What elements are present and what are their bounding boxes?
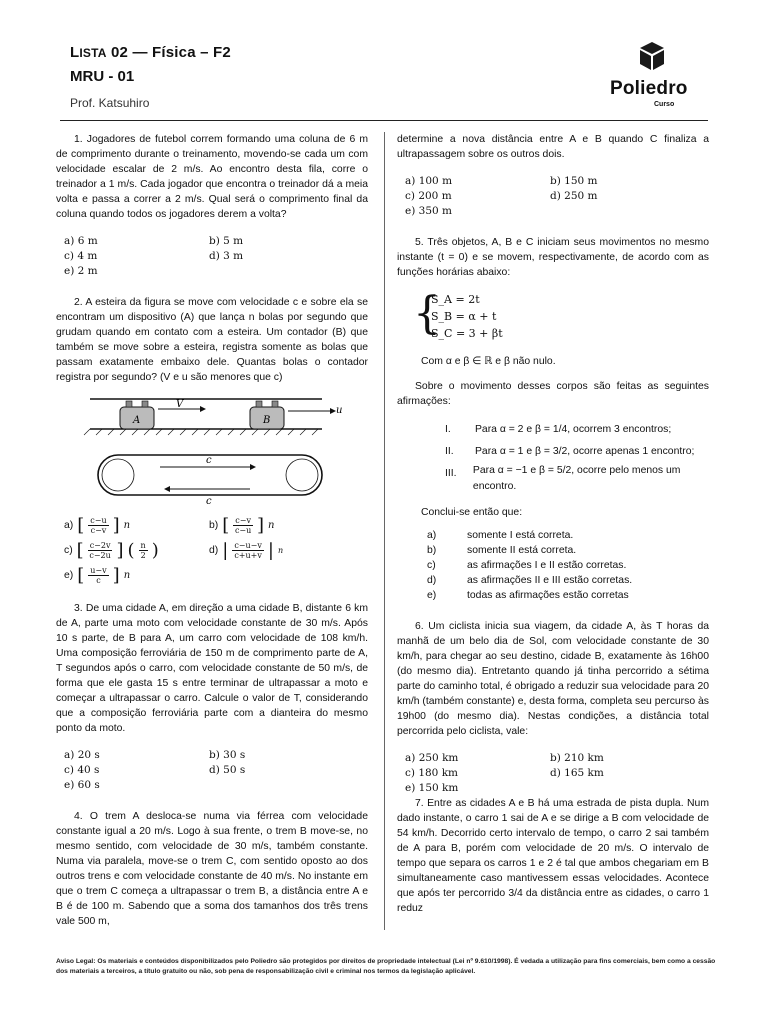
q6-option-a: a) 250 km <box>405 752 459 764</box>
logo-wordmark: Poliedro <box>610 78 688 99</box>
q4-option-c: c) 200 m <box>405 190 452 202</box>
q2-option-b: b) [ c−v c−u ] n <box>209 514 275 536</box>
equation-system: { S_A = 2t S_B = α + t S_C = 3 + βt <box>413 288 503 340</box>
question-5-text: 5. Três objetos, A, B e C iniciam seus movimentos no mesmo instante (t = 0) e se movem, respectivamente, de acordo com as funções horárias abaixo: <box>397 237 709 278</box>
question-6-options <box>405 751 709 796</box>
q4-option-e: e) 350 m <box>405 205 452 217</box>
logo-subtitle: Curso <box>654 101 675 108</box>
page-subtitle: MRU - 01 <box>70 68 135 85</box>
fig-label-c-top: c <box>206 455 212 466</box>
left-column <box>56 132 368 929</box>
q6-option-e: e) 150 km <box>405 782 459 794</box>
question-2-options <box>64 516 368 585</box>
q2-option-d: d) | c−u−v c+u+v | n <box>209 539 284 561</box>
q4-option-d: d) 250 m <box>550 190 598 202</box>
q4-option-b: b) 150 m <box>550 175 598 187</box>
q3-option-c: c) 40 s <box>64 764 100 776</box>
q6-option-d: d) 165 km <box>550 767 604 779</box>
right-column <box>397 132 709 916</box>
equation-b: S_B = α + t <box>431 310 497 323</box>
question-4-text: 4. O trem A desloca-se numa via férrea com velocidade constante igual a 20 m/s. Logo à sua frente, o trem B move-se, no mesmo sentido, com velocidade de 30 m/s, também constante. Numa via paralela, move-se o trem C, com sentido oposto ao dos outros trens e com velocidade constante de 40 m/s. No instante em que o trem C começa a ultrapassar o trem B, a distância entre A e B é de 100 m. Sabendo que a soma dos tamanhos dos três trens vale 500 m, <box>56 811 368 927</box>
question-3-options <box>64 748 368 793</box>
page-header <box>0 0 768 124</box>
fig-label-b: B <box>263 415 271 426</box>
question-3-text: 3. De uma cidade A, em direção a uma cidade B, distante 6 km de A, parte uma moto com velocidade constante de 30 m/s. Após 10 s parte, de B para A, um carro com velocidade de 108 km/h. Uma composição ferroviária de 150 m de comprimento parte de A, T segundos após o carro, com velocidade constante de 50 m/s, de forma que ele gasta 15 s entre terminar de ultrapassar a moto e começar a ultrapassar o carro. Calcule o valor de T, considerando que a composição ferroviária parte com a dianteira do mesmo ponto da moto. <box>56 603 368 734</box>
q5-statements <box>445 419 709 495</box>
q1-option-c: c) 4 m <box>64 250 98 262</box>
q5-choice-d: d) as afirmações II e III estão corretas. <box>427 575 633 586</box>
q1-option-d: d) 3 m <box>209 250 244 262</box>
header-rule <box>60 120 708 121</box>
conveyor-figure <box>60 393 360 505</box>
q1-option-e: e) 2 m <box>64 265 98 277</box>
q2-option-c: c) [ c−2v c−2u ] ( n 2 ) <box>64 539 159 561</box>
q3-option-e: e) 60 s <box>64 779 100 791</box>
q3-option-a: a) 20 s <box>64 749 100 761</box>
q4-option-a: a) 100 m <box>405 175 453 187</box>
fig-label-v: V <box>176 399 184 410</box>
q6-option-c: c) 180 km <box>405 767 459 779</box>
fig-label-u: u <box>336 405 343 416</box>
equation-a: S_A = 2t <box>431 293 480 306</box>
q1-option-b: b) 5 m <box>209 235 244 247</box>
legal-notice: Aviso Legal: Os materiais e conteúdos disponibilizados pelo Poliedro são protegidos por direitos de propriedade intelectual (Lei nº 9.610/1998). É vedada a utilização para fins comerciais, bem como a cessão dos materiais a terceiros, a título gratuito ou não, sob pena de responsabilização civil e criminal nos termos da legislação aplicável. <box>56 958 716 975</box>
q2-option-a: a) [ c−u c−v ] n <box>64 514 131 536</box>
q5-condition: Com α e β ∈ ℝ e β não nulo. <box>421 356 556 367</box>
q5-choice-c: c) as afirmações I e II estão corretas. <box>427 560 627 571</box>
q2-option-e: e) [ u−v c ] n <box>64 564 131 586</box>
q5-choice-b: b) somente II está correta. <box>427 545 577 556</box>
question-4-options <box>405 174 709 219</box>
page-title: LISTA 02 — Física – F2 <box>70 44 231 61</box>
fig-label-a: A <box>133 415 141 426</box>
column-divider <box>384 132 385 930</box>
q5-choice-a: a) somente I está correta. <box>427 530 574 541</box>
question-7-text: 7. Entre as cidades A e B há uma estrada de pista dupla. Num dado instante, o carro 1 sai de A e se dirige a B com velocidade de 54 km/h. Decorrido certo intervalo de tempo, o carro 2 sai também de A para B, porém com velocidade de 20 m/s. O intervalo de tempo que separa os carros 1 e 2 é tal que ambos chegariam em B simultaneamente caso mantivessem essas velocidades. Acontece que após ter percorrido 3/4 da distância entre as cidades, o carro 1 reduz <box>397 798 709 914</box>
professor-name: Prof. Katsuhiro <box>70 96 150 110</box>
q3-option-b: b) 30 s <box>209 749 246 761</box>
question-4-continuation: determine a nova distância entre A e B quando C finaliza a ultrapassagem sobre os outros dois. <box>397 134 709 160</box>
question-6-text: 6. Um ciclista inicia sua viagem, da cidade A, às T horas da manhã de um belo dia de Sol, com velocidade constante de 30 km/h, para chegar ao seu destino, cidade B, exatamente às 16h00 (do mesmo dia). Entretanto quando já tinha percorrido a sétima parte do caminho total, é obrigado a reduzir sua velocidade para 20 km/h (também constante) e, desta forma, completa seu percurso às 19h00 (do mesmo dia). Nestas condições, a distância total percorrida pelo ciclista, vale: <box>397 621 709 737</box>
q5-choices <box>427 528 709 603</box>
fig-label-c-bottom: c <box>206 496 212 505</box>
q5-lead: Sobre o movimento desses corpos são feitas as seguintes afirmações: <box>397 381 709 407</box>
question-1-options <box>64 234 368 279</box>
equation-c: S_C = 3 + βt <box>431 327 503 340</box>
q5-conclude: Conclui-se então que: <box>421 507 523 518</box>
q3-option-d: d) 50 s <box>209 764 246 776</box>
statement-2: II. Para α = 1 e β = 3/2, ocorre apenas 1 encontro; <box>445 446 695 457</box>
statement-1: I. Para α = 2 e β = 1/4, ocorrem 3 encontros; <box>445 424 672 435</box>
statement-3: III. Para α = −1 e β = 5/2, ocorre pelo menos um encontro. <box>445 465 681 492</box>
q5-choice-e: e) todas as afirmações estão corretas <box>427 590 629 601</box>
q6-option-b: b) 210 km <box>550 752 604 764</box>
question-2-text: 2. A esteira da figura se move com velocidade c e sobre ela se encontram um dispositivo (A) que lança n bolas por segundo que grudam quando em contato com a esteira. Um contador (B) que também se move sobre a esteira, registra somente as bolas que passam exatamente embaixo dele. Quantas bolas o contador registra por segundo? (V e u são menores que c) <box>56 297 368 383</box>
question-1-text: 1. Jogadores de futebol correm formando uma coluna de 6 m de comprimento durante o treinamento, movendo-se cada um com velocidade escalar de 2 m/s. Ao encontro desta fila, corre o treinador a 1 m/s. Cada jogador que encontra o treinador dá a meia volta e passa a correr a 2 m/s. Qual será o comprimento final da coluna quando todos os jogadores derem a volta? <box>56 134 368 220</box>
q1-option-a: a) 6 m <box>64 235 98 247</box>
